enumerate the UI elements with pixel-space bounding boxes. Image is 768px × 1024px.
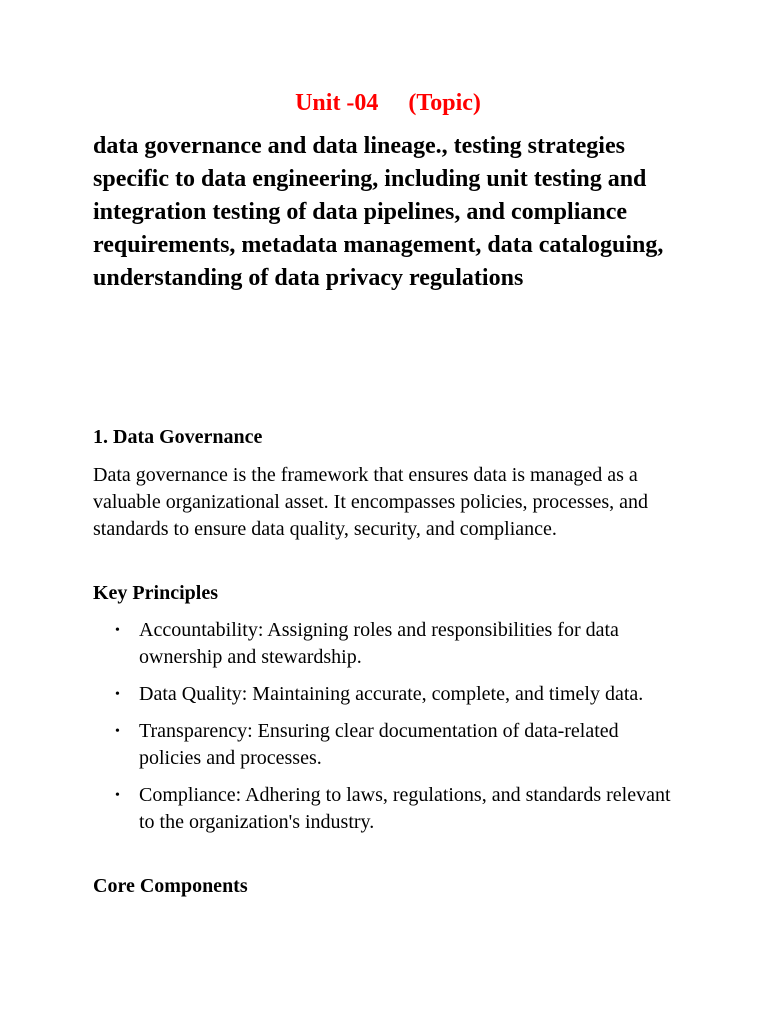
bullet-icon: • (115, 724, 120, 739)
bullet-icon: • (115, 623, 120, 638)
bullet-icon: • (115, 687, 120, 702)
list-item (93, 681, 683, 708)
key-principles-heading: Key Principles (93, 582, 218, 604)
core-components-heading: Core Components (93, 875, 248, 897)
list-item-text: Accountability: Assigning roles and responsibilities for data ownership and stewardship. (139, 619, 619, 668)
list-item (93, 782, 683, 836)
principles-list (93, 617, 683, 846)
list-item-text: Data Quality: Maintaining accurate, complete, and timely data. (139, 683, 644, 705)
intro-paragraph: Data governance is the framework that ensures data is managed as a valuable organizational asset. It encompasses policies, processes, and standards to ensure data quality, security, and compliance. (93, 464, 649, 540)
list-item (93, 718, 683, 772)
unit-title: Unit -04 (Topic) (295, 90, 481, 116)
topic-heading: data governance and data lineage., testing strategies specific to data engineering, including unit testing and integration testing of data pipelines, and compliance requirements, metadata management, data cataloguing, understanding of data privacy regulations (93, 133, 664, 291)
list-item (93, 617, 683, 671)
bullet-icon: • (115, 788, 120, 803)
list-item-text: Transparency: Ensuring clear documentation of data-related policies and processes. (139, 720, 619, 769)
section-heading: 1. Data Governance (93, 426, 263, 448)
list-item-text: Compliance: Adhering to laws, regulations, and standards relevant to the organization's industry. (139, 784, 671, 833)
